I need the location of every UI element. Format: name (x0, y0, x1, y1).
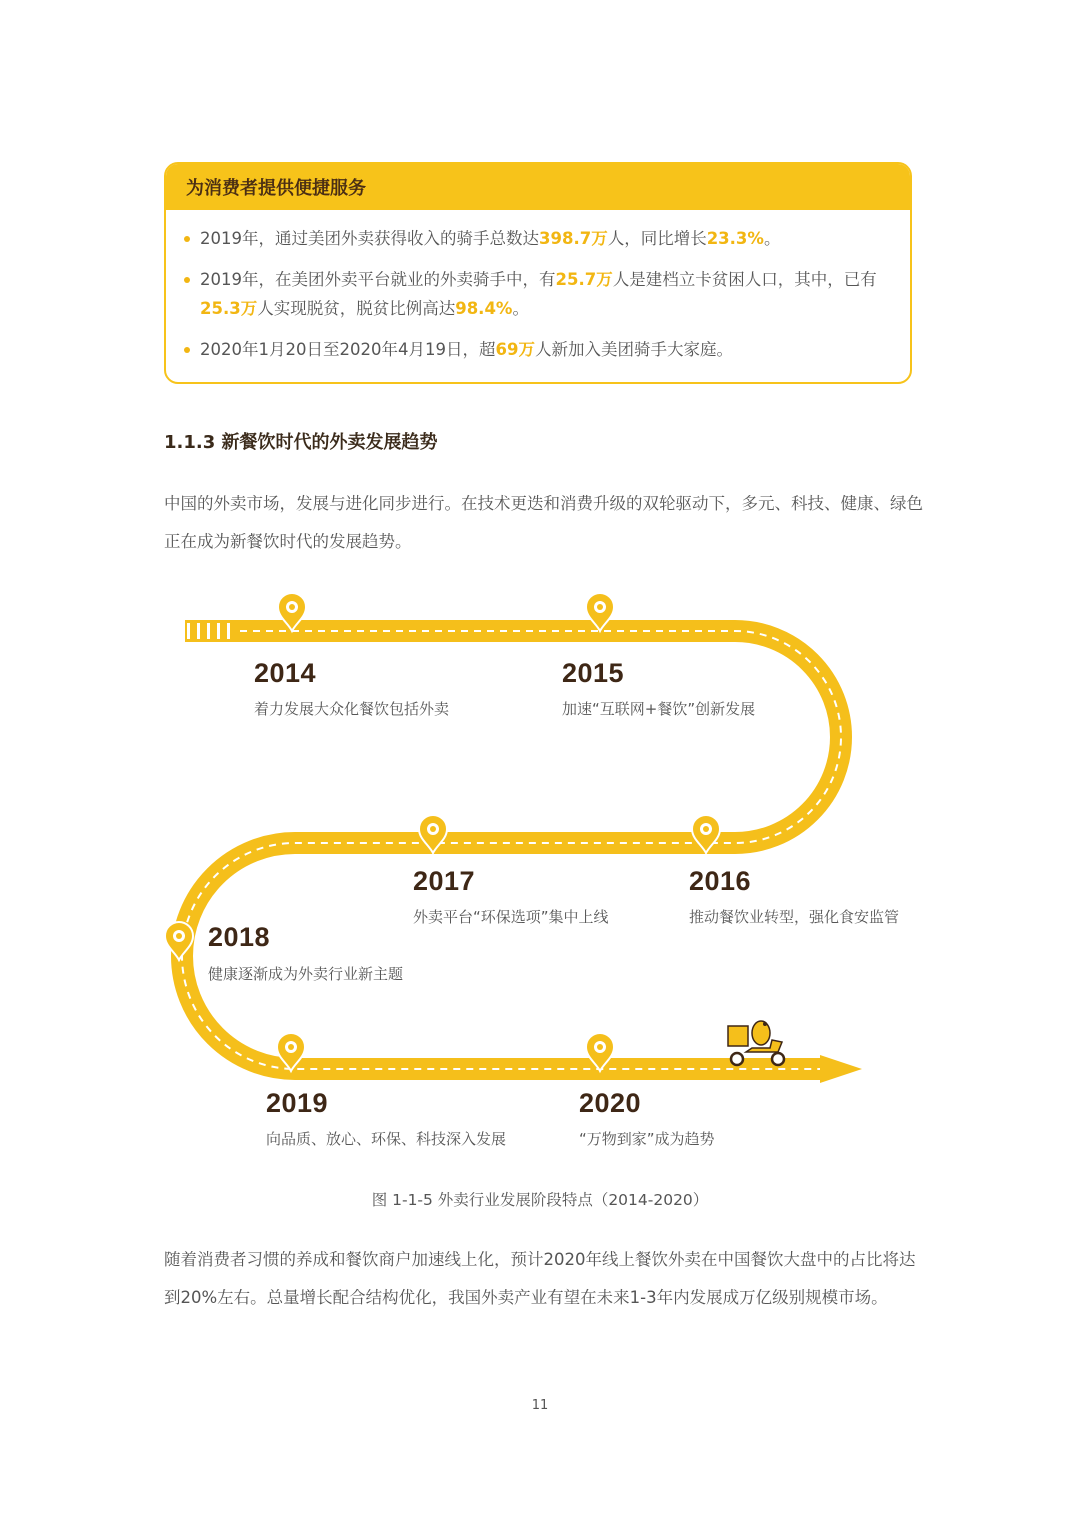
timeline-year-2014: 2014 (254, 658, 317, 688)
highlight-box-title: 为消费者提供便捷服务 (166, 164, 910, 210)
section-title: 1.1.3 新餐饮时代的外卖发展趋势 (164, 432, 438, 453)
bullet-item: 2019年，在美团外卖平台就业的外卖骑手中，有25.7万人是建档立卡贫困人口，其中，已有25.3万人实现脱贫，脱贫比例高达98.4%。 (184, 265, 890, 323)
timeline-year-2019: 2019 (266, 1088, 329, 1118)
timeline-year-2017: 2017 (413, 866, 476, 896)
figure-caption: 图 1-1-5 外卖行业发展阶段特点（2014-2020） (371, 1191, 709, 1209)
timeline-desc-2018: 健康逐渐成为外卖行业新主题 (208, 965, 404, 983)
timeline-desc-2014: 着力发展大众化餐饮包括外卖 (254, 700, 450, 718)
timeline-desc-2015: 加速“互联网+餐饮”创新发展 (562, 700, 756, 718)
timeline-desc-2020: “万物到家”成为趋势 (579, 1130, 715, 1148)
intro-paragraph: 中国的外卖市场，发展与进化同步进行。在技术更迭和消费升级的双轮驱动下，多元、科技、健康、绿色正在成为新餐饮时代的发展趋势。 (164, 494, 923, 551)
timeline-year-2020: 2020 (579, 1088, 642, 1118)
arrow-head (820, 1055, 862, 1083)
timeline-year-2016: 2016 (689, 866, 752, 896)
timeline-desc-2017: 外卖平台“环保选项”集中上线 (413, 908, 609, 926)
page-number: 11 (531, 1398, 549, 1413)
bullet-item: 2020年1月20日至2020年4月19日，超69万人新加入美团骑手大家庭。 (184, 335, 890, 364)
bullet-item: 2019年，通过美团外卖获得收入的骑手总数达398.7万人，同比增长23.3%。 (184, 224, 890, 253)
timeline-year-2018: 2018 (208, 922, 271, 952)
timeline-desc-2016: 推动餐饮业转型，强化食安监管 (689, 908, 900, 926)
timeline-desc-2019: 向品质、放心、环保、科技深入发展 (266, 1130, 507, 1148)
timeline-year-2015: 2015 (562, 658, 625, 688)
body-paragraph: 随着消费者习惯的养成和餐饮商户加速线上化，预计2020年线上餐饮外卖在中国餐饮大盘中的占比将达到20%左右。总量增长配合结构优化，我国外卖产业有望在未来1-3年内发展成万亿级别规模市场。 (164, 1250, 916, 1307)
